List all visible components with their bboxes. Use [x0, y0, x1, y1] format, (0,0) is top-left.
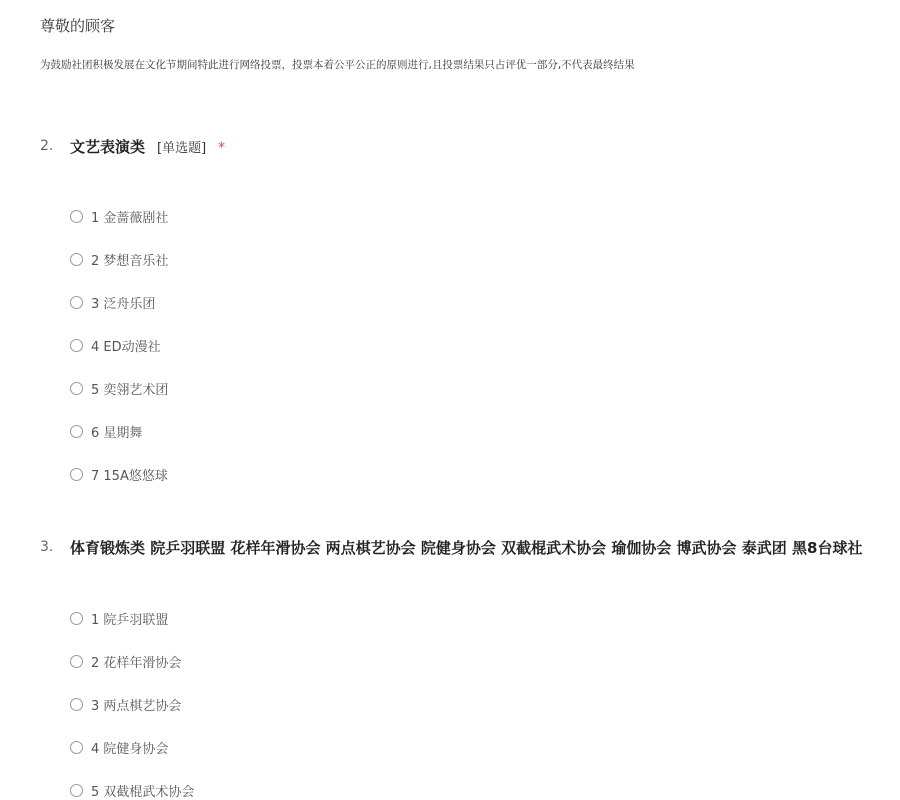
option-q2-2[interactable]: [70, 249, 168, 269]
radio-button[interactable]: [70, 425, 83, 438]
option-label[interactable]: 5 奕翎艺术团: [91, 382, 169, 398]
intro-text: 为鼓励社团积极发展在文化节期间特此进行网络投票，投票本着公平公正的原则进行,且投票结果只占评优一部分,不代表最终结果: [40, 59, 635, 71]
question-title: 体育锻炼类 院乒羽联盟 花样年滑协会 两点棋艺协会 院健身协会 双截棍武术协会 瑜伽协会 博武协会 泰武团 黑8台球社: [70, 539, 863, 557]
radio-button[interactable]: [70, 339, 83, 352]
radio-button[interactable]: [70, 784, 83, 797]
option-label[interactable]: 5 双截棍武术协会: [91, 784, 195, 800]
question-type-label: [单选题]: [157, 141, 207, 156]
option-label[interactable]: 2 梦想音乐社: [91, 253, 169, 269]
radio-button[interactable]: [70, 698, 83, 711]
option-q3-2[interactable]: [70, 651, 181, 671]
option-q3-3[interactable]: [70, 694, 181, 714]
question-2-header: [40, 136, 900, 160]
option-q2-5[interactable]: [70, 378, 168, 398]
radio-button[interactable]: [70, 382, 83, 395]
question-number: 3.: [40, 539, 54, 555]
option-label[interactable]: 3 泛舟乐团: [91, 296, 156, 312]
question-3-header: [40, 537, 900, 561]
option-q2-3[interactable]: [70, 292, 155, 312]
greeting-text: 尊敬的顾客: [40, 17, 116, 35]
option-q2-7[interactable]: [70, 464, 168, 484]
radio-button[interactable]: [70, 296, 83, 309]
option-label[interactable]: 2 花样年滑协会: [91, 655, 182, 671]
option-label[interactable]: 3 两点棋艺协会: [91, 698, 182, 714]
radio-button[interactable]: [70, 210, 83, 223]
option-q2-4[interactable]: [70, 335, 161, 355]
radio-button[interactable]: [70, 468, 83, 481]
option-label[interactable]: 1 院乒羽联盟: [91, 612, 169, 628]
option-label[interactable]: 4 ED动漫社: [91, 339, 161, 355]
option-q2-1[interactable]: [70, 206, 168, 226]
option-q2-6[interactable]: [70, 421, 142, 441]
question-number: 2.: [40, 138, 54, 154]
question-title: [70, 136, 225, 157]
radio-button[interactable]: [70, 253, 83, 266]
option-label[interactable]: 1 金蔷薇剧社: [91, 210, 169, 226]
question-title-text: 文艺表演类: [70, 138, 146, 156]
radio-button[interactable]: [70, 655, 83, 668]
option-label[interactable]: 6 星期舞: [91, 425, 143, 441]
required-asterisk: *: [218, 140, 226, 156]
option-q3-5[interactable]: [70, 780, 194, 800]
option-q3-1[interactable]: [70, 608, 168, 628]
radio-button[interactable]: [70, 612, 83, 625]
option-label[interactable]: 7 15A悠悠球: [91, 468, 168, 484]
radio-button[interactable]: [70, 741, 83, 754]
option-label[interactable]: 4 院健身协会: [91, 741, 169, 757]
option-q3-4[interactable]: [70, 737, 168, 757]
